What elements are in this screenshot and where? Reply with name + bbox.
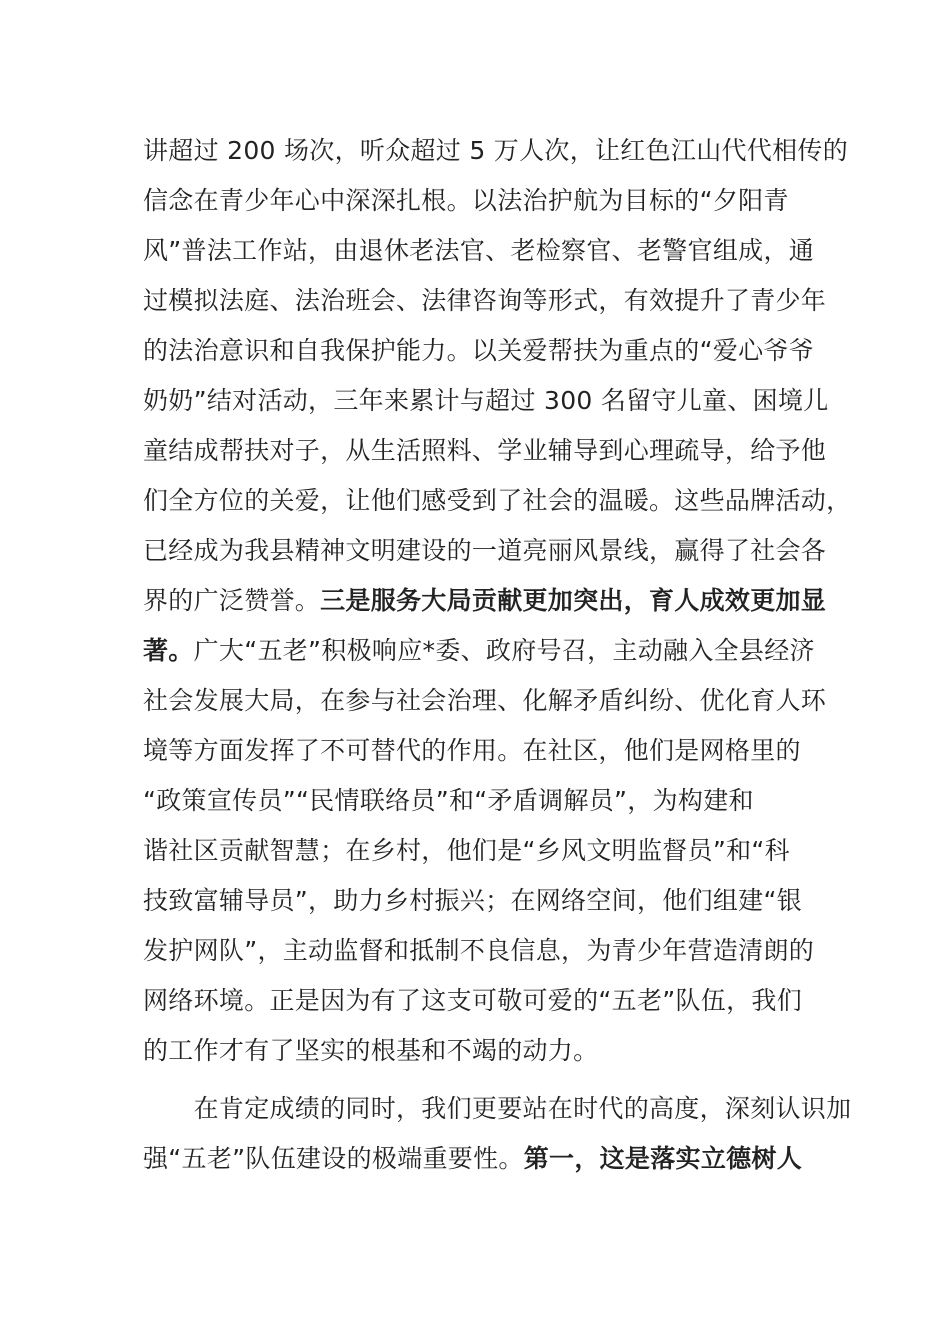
text-line [143, 776, 823, 826]
text-line [143, 476, 852, 526]
text-segment: 强“五老”队伍建设的极端重要性。 [143, 1144, 524, 1173]
text-segment: 技致富辅导员”，助力乡村振兴；在网络空间，他们组建“银 [143, 886, 803, 915]
text-segment: 网络环境。正是因为有了这支可敬可爱的“五老”队伍，我们 [143, 986, 803, 1015]
bold-text-segment: 第一，这是落实立德树人 [523, 1144, 803, 1173]
text-line [143, 376, 829, 426]
text-segment: 谐社区贡献智慧；在乡村，他们是“乡风文明监督员”和“科 [143, 836, 790, 865]
text-line [143, 326, 823, 376]
text-line [143, 1026, 823, 1076]
text-segment: 广大“五老”积极响应*委、政府号召，主动融入全县经济 [193, 636, 815, 665]
text-segment: 信念在青少年心中深深扎根。以法治护航为目标的“夕阳青 [143, 186, 789, 215]
text-line [143, 626, 823, 676]
bold-text-segment: 著。 [143, 636, 194, 665]
bold-text-segment: 三是服务大局贡献更加突出，育人成效更加显 [320, 586, 827, 615]
text-line [143, 526, 827, 576]
text-segment: 发护网队”，主动监督和抵制不良信息，为青少年营造清朗的 [143, 936, 815, 965]
text-line [143, 276, 827, 326]
text-segment: 社会发展大局，在参与社会治理、化解矛盾纠纷、优化育人环 [143, 686, 827, 715]
text-segment: 奶奶”结对活动，三年来累计与超过 300 名留守儿童、困境儿 [143, 386, 829, 415]
text-segment: 的法治意识和自我保护能力。以关爱帮扶为重点的“爱心爷爷 [143, 336, 815, 365]
text-segment: 过模拟法庭、法治班会、法律咨询等形式，有效提升了青少年 [143, 286, 827, 315]
text-segment: 境等方面发挥了不可替代的作用。在社区，他们是网格里的 [143, 736, 801, 765]
text-segment: 们全方位的关爱，让他们感受到了社会的温暖。这些品牌活动， [143, 486, 852, 515]
text-line [143, 726, 823, 776]
text-line [143, 976, 823, 1026]
paragraph-importance [143, 1084, 852, 1184]
text-segment: 讲超过 200 场次，听众超过 5 万人次，让红色江山代代相传的 [143, 136, 849, 165]
text-line [143, 126, 849, 176]
text-line [143, 826, 823, 876]
text-segment: 已经成为我县精神文明建设的一道亮丽风景线，赢得了社会各 [143, 536, 827, 565]
text-line [143, 576, 827, 626]
text-segment: 在肯定成绩的同时，我们更要站在时代的高度，深刻认识加 [143, 1094, 852, 1123]
text-segment: “政策宣传员”“民情联络员”和“矛盾调解员”，为构建和 [143, 786, 754, 815]
text-segment: 的工作才有了坚实的根基和不竭的动力。 [143, 1036, 599, 1065]
paragraph-achievements [143, 126, 852, 1076]
text-segment: 界的广泛赞誉。 [143, 586, 321, 615]
text-segment: 童结成帮扶对子，从生活照料、学业辅导到心理疏导，给予他 [143, 436, 827, 465]
text-line [143, 1134, 823, 1184]
text-line [143, 876, 823, 926]
text-line [143, 926, 823, 976]
text-line [143, 426, 827, 476]
text-line [143, 1084, 852, 1134]
text-segment: 风”普法工作站，由退休老法官、老检察官、老警官组成，通 [143, 236, 815, 265]
text-line [143, 676, 827, 726]
text-line [143, 176, 823, 226]
text-line [143, 226, 823, 276]
